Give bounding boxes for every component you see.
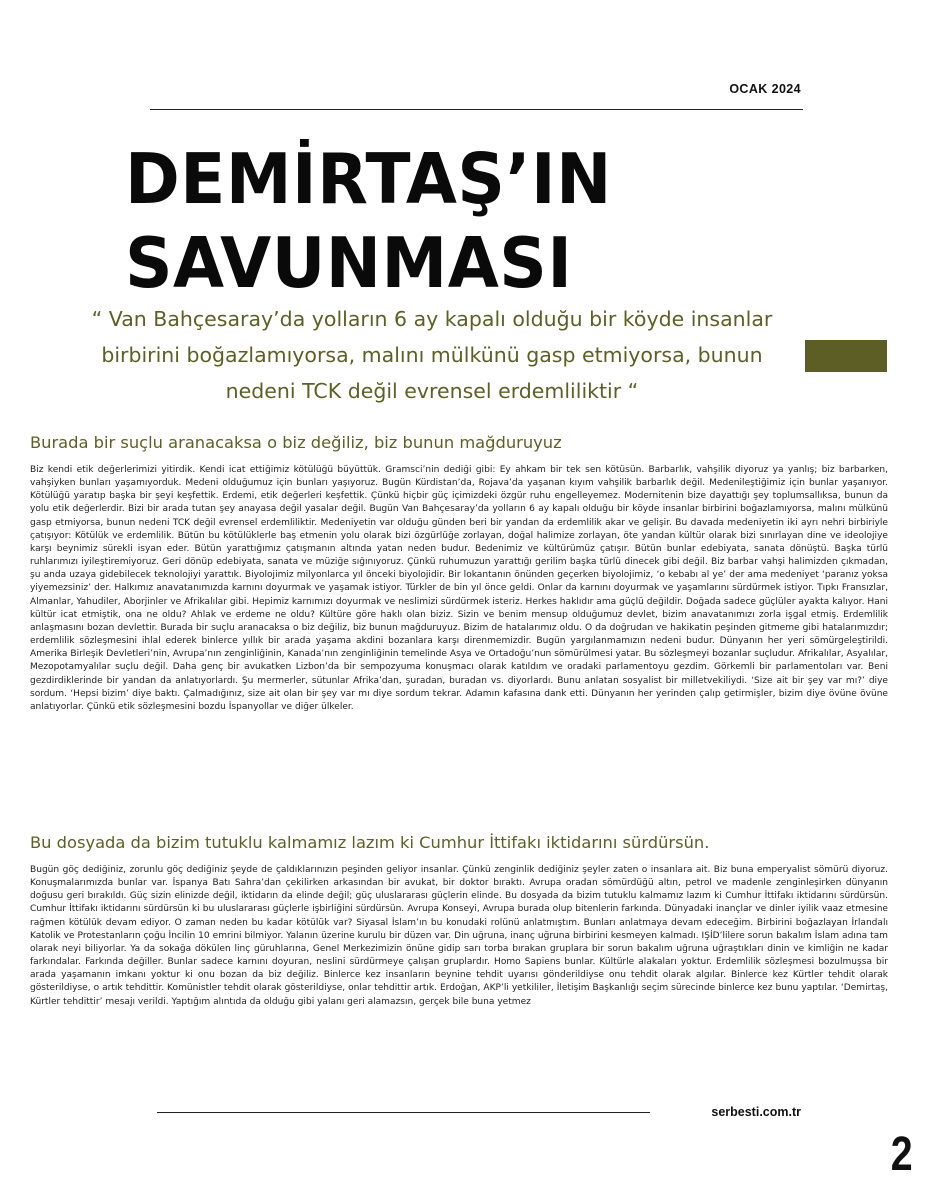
header-divider xyxy=(150,109,803,110)
title-line-2: SAVUNMASI xyxy=(125,223,573,304)
section-heading-2: Bu dosyada da bizim tutuklu kalmamız lazım ki Cumhur İttifakı iktidarını sürdürsün. xyxy=(30,833,710,852)
footer-divider xyxy=(157,1112,650,1113)
site-url: serbesti.com.tr xyxy=(711,1105,801,1119)
title-line-1: DEMİRTAŞ’IN xyxy=(125,139,612,220)
pull-quote: “ Van Bahçesaray’da yolların 6 ay kapalı olduğu bir köyde insanlar birbirini boğazlamıyorsa, malını mülkünü gasp etmiyorsa, bunun nedeni TCK değil evrensel erdemliliktir “ xyxy=(91,307,773,403)
section-heading-1: Burada bir suçlu aranacaksa o biz değiliz, biz bunun mağduruyuz xyxy=(30,433,562,452)
page-number: 2 xyxy=(891,1128,913,1181)
accent-bar xyxy=(805,340,887,372)
article-title xyxy=(125,138,612,306)
issue-date: OCAK 2024 xyxy=(729,82,801,96)
section-body-2: Bugün göç dediğiniz, zorunlu göç dediğiniz şeyde de çaldıklarınızın peşinden geliyor insanlar. Çünkü zenginlik dediğiniz şeyler zaten o insanlara ait. Biz buna emperyalist sömürü diyoruz. Konuşmalarımızda bunlar var. İspanya Batı Sahra’dan çekilirken arkasından bir avukat, bir doktor bıraktı. Avrupa oradan sömürdüğü altın, petrol ve madenle zenginleşirken dünyanın doğusu geri bırakıldı. Güç sizin elinizde değil, iktidarın da elinde değil; güç uluslararası güçlerin elinde. Bu dosyada da bizim tutuklu kalmamız lazım ki Cumhur İttifakı iktidarını sürdürsün. Cumhur İttifakı iktidarını sürdürsün ki bu uluslararası güçlerle işbirliğini sürdürsün. Avrupa Konseyi, Avrupa burada olup bitenlerin farkında. Dünyadaki inançlar ve dinler iyilik vaaz etmesine rağmen kötülük devam ediyor. O zaman neden bu kadar kötülük var? Siyasal İslam’ın bu konudaki rolünü anlatmıştım. Bunları anlatmaya devam edeceğim. Birbirini boğazlayan İrlandalı Katolik ve Protestanların çoğu İncilin 10 emrini bilmiyor. Yalanın üzerine kurulu bir düzen var. Din uğruna, inanç uğruna birbirini kesmeyen kalmadı. IŞİD’lilere sorun bakalım İslam adına tam olarak neyi biliyorlar. Ya da sokağa dökülen linç güruhlarına, Genel Merkezimizin önüne gidip sarı torba bırakan gruplara bir sorun bakalım uğruna uğraştıkları dinin ve kimliğin ne kadar farkındalar. Farkında değiller. Bunlar sadece karnını doyuran, neslini sürdürmeye çalışan gruplardır. Homo Sapiens bunlar. Kültürle alakaları yoktur. Erdemlilik sözleşmesi bozulmuşsa bir arada yaşamanın imkanı yoktur ki onu bozan da biz değiliz. Binlerce kez insanların beynine tehdit uyarısı gönderildiyse onu tehdit olarak algılar. Binlerce kez Kürtler tehdit olarak gösterildiyse, o artık tehdittir. Komünistler tehdit olarak gösterildiyse, onlar tehdittir artık. Erdoğan, AKP’li yetkililer, İletişim Başkanlığı seçim sürecinde binlerce kez bunu yaptılar. ‘Demirtaş, Kürtler tehdittir’ mesajı verildi. Yaptığım alıntıda da olduğu gibi yalanı geri alamazsın, gerçek bile buna yetmez xyxy=(30,865,888,1007)
section-body-1: Biz kendi etik değerlerimizi yitirdik. Kendi icat ettiğimiz kötülüğü büyüttük. Gramsci’nin dediği gibi: Ey ahkam bir tek sen kötüsün. Barbarlık, vahşilik diyoruz ya yanlış; biz barbarken, vahşiyken bunları yaşamıyorduk. Medeni olduğumuz için bunları yaşıyoruz. Bugün Kürdistan’da, Rojava’da yaşanan kıyım vahşilik barbarlık değil. Medenileştiğimiz için bunlar yaşanıyor. Kötülüğü yaratıp başka bir şeyi keşfettik. Erdemi, etik değerleri keşfettik. Çünkü hiçbir güç içimizdeki özgür ruhu engelleyemez. Modernitenin bize dayattığı şey toplumsallıksa, bunun da yolu etik değerlerdir. Bizi bir arada tutan şey anayasa değil yasalar değil. Bugün Van Bahçesaray’da yolların 6 ay kapalı olduğu bir köyde insanlar birbirini boğazlamıyorsa, malını mülkünü gasp etmiyorsa, bunun nedeni TCK değil evrensel erdemliliktir. Medeniyetin var olduğu günden beri bir yandan da erdemlilik akar ve gelişir. Bu davada medeniyetin iki ayrı nehri birbiriyle çatışıyor: Kötülük ve erdemlilik. Bütün bu kötülüklerle baş etmenin yolu olarak bizi özgürlüğe zorlayan, doğal halimize zorlayan, öte yandan kültür olarak bizi sınırlayan dine ve ideolojiye karşı beynimiz sürekli isyan eder. Bütün yarattığımız çatışmanın altında yatan neden budur. Bedenimiz ve kültürümüz çatışır. Bütün bunlar edebiyata, sanata dönüştü. Başka türlü ruhlarımızı iyileştiremiyoruz. Geri dönüp edebiyata, sanata ve müziğe sığınıyoruz. Çünkü ruhumuzun yarattığı gerilim başka türlü dinecek gibi değil. Biz barbar vahşi halimizden çıkmadan, şu anda uzaya gidebilecek teknolojiyi yarattık. Biyolojimiz milyonlarca yıl önceki biyolojidir. Bir lokantanın önünden geçerken biyolojimiz, ‘o kebabı al ye’ der ama medeniyet ‘paranız yoksa yiyemezsiniz’ der. Halkımız anavatanımızda karnını doyurmak ve yaşamak istiyor. Türkler de bin yıl önce geldi. Onlar da karnını doyurmak ve yaşamlarını sürdürmek istiyor. Tıpkı Fransızlar, Almanlar, Yahudiler, Aborjinler ve Afrikalılar gibi. Hepimiz karnımızı doyurmak ve neslimizi sürdürmek isteriz. Herkes haklıdır ama güçlü değildir. Doğada sadece güçlüler ayakta kalıyor. Hani kültür icat etmiştik, ona ne oldu? Ahlak ve erdeme ne oldu? Kültüre göre haklı olan biziz. Sizin ve benim mensup olduğumuz devlet, bizim anavatanımızı zorla işgal etmiş. Erdemlilik anlaşmasını bozan devlettir. Burada bir suçlu aranacaksa o biz değiliz, biz bunun mağduruyuz. Bizim de hatalarımız oldu. O da doğrudan ve hakikatin peşinden gitmeme gibi hatalarımızdır; erdemlilik sözleşmesini ihlal ederek binlerce yıllık bir arada yaşama akdini bozanlara karşı direnmemizdir. Bugün yargılanmamızın nedeni budur. Dünyanın her yeri sömürgeleştirildi. Amerika Birleşik Devletleri’nin, Avrupa’nın zenginliğinin, Kanada’nın zenginliğinin temelinde Asya ve Ortadoğu’nun sömürülmesi yatar. Bu sözleşmeyi bozanlar suçludur. Afrikalılar, Asyalılar, Mezopotamyalılar suçlu değil. Daha genç bir avukatken Lizbon’da bir sempozyuma konuşmacı olarak katıldım ve oradaki parlamentoyu gezdim. Görkemli bir parlamentoları var. Beni gezdirdiklerinde bir yandan da anlatıyorlardı. Şu mermerler, sütunlar Afrika’dan, şuradan, buradan vs. diyorlardı. Bunu anlatan sosyalist bir milletvekiliydi. ‘Size ait bir şey var mı?’ diye sordum. ‘Hepsi bizim’ diye baktı. Çalmadığınız, size ait olan bir şey var mı diye sordum tekrar. Adamın kafasına dank etti. Dünyanın her yerinden çalıp getirmişler, bizim diye övüne övüne anlatıyorlar. Çünkü etik sözleşmesini bozdu İspanyollar ve diğer ülkeler. xyxy=(30,465,888,712)
